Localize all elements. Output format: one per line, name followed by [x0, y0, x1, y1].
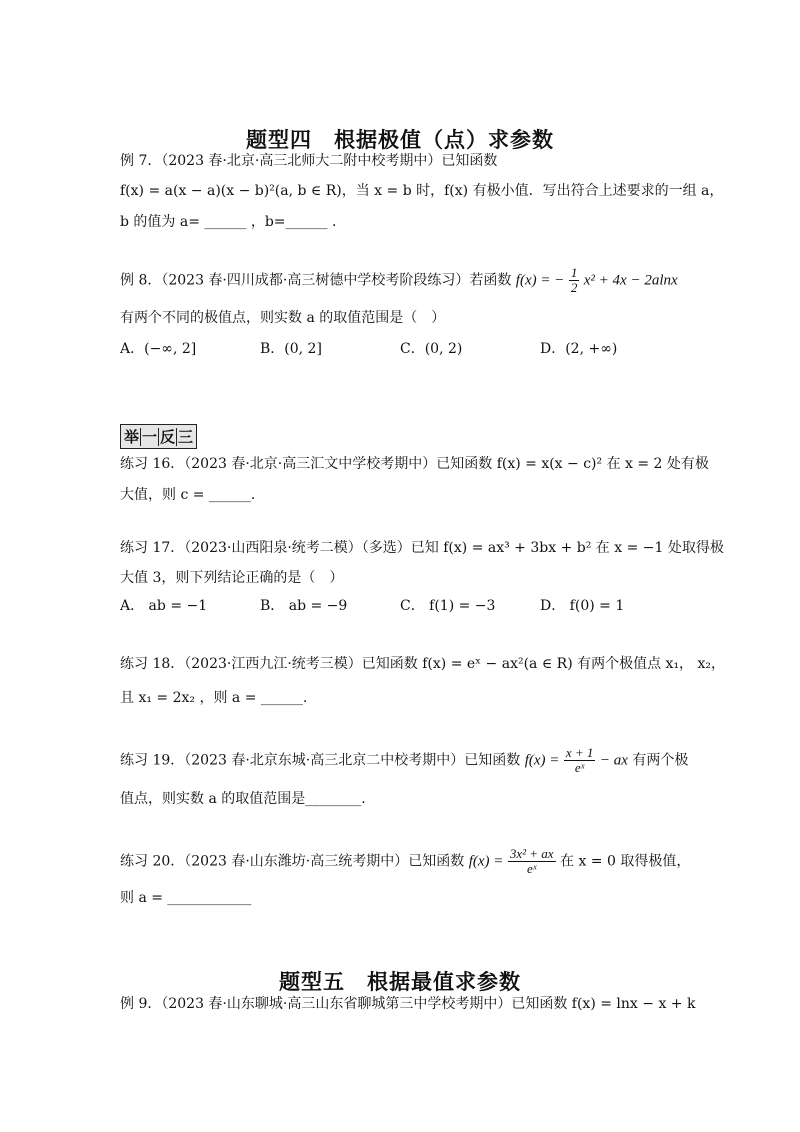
- example-7-line-2: f(x) = a(x − a)(x − b)²(a, b ∈ R)，当 x = b 时，f(x) 有极小值．写出符合上述要求的一组 a，: [120, 183, 724, 199]
- example-8-fraction: [569, 266, 580, 295]
- example-8-option-d: D．(2, +∞): [540, 341, 618, 357]
- example-8-formula-pre: f(x) = −: [515, 272, 565, 289]
- example-9-line-1: 例 9．（2023 春·山东聊城·高三山东省聊城第三中学校考期中）已知函数 f(x) = lnx − x + k: [120, 996, 696, 1012]
- practice-17-option-b: B． ab = −9: [260, 598, 348, 614]
- example-8-intro: 例 8．（2023 春·四川成都·高三树德中学校考阶段练习）若函数: [120, 272, 512, 289]
- example-8-option-c: C．(0, 2): [400, 341, 463, 357]
- example-8-line-1: [120, 266, 678, 295]
- practice-19-formula-pre: f(x) =: [524, 752, 560, 769]
- fraction-numerator: 1: [570, 265, 578, 280]
- example-8-formula-post: x² + 4x − 2alnx: [583, 272, 678, 289]
- practice-17-line-1: 练习 17．（2023·山西阳泉·统考二模）（多选）已知 f(x) = ax³ + 3bx + b² 在 x = −1 处取得极: [120, 540, 724, 556]
- practice-20-intro: 练习 20．（2023 春·山东潍坊·高三统考期中）已知函数: [120, 853, 465, 870]
- example-7-line-1: 例 7．（2023 春·北京·高三北师大二附中校考期中）已知函数: [120, 153, 498, 169]
- practice-19-line-1: [120, 746, 688, 775]
- badge-char-2: 一: [142, 428, 158, 446]
- practice-20-line-2: 则 a = ____________: [120, 890, 252, 906]
- example-8-option-a: A．(−∞, 2]: [120, 341, 197, 357]
- example-8-option-b: B．(0, 2]: [260, 341, 322, 357]
- practice-17-option-a: A． ab = −1: [120, 598, 208, 614]
- section-title-5: 题型五 根据最值求参数: [279, 970, 521, 994]
- practice-20-tail: 在 x = 0 取得极值，: [560, 853, 691, 870]
- practice-20-fraction: [508, 847, 556, 876]
- practice-19-line-2: 值点，则实数 a 的取值范围是________.: [120, 791, 366, 807]
- practice-20-formula-pre: f(x) =: [468, 853, 504, 870]
- badge-char-1: 举: [124, 428, 140, 446]
- example-8-line-2: 有两个不同的极值点，则实数 a 的取值范围是（ ）: [120, 310, 446, 326]
- badge-char-3: 反: [160, 428, 176, 446]
- practice-18-line-2: 且 x₁ = 2x₂ ，则 a = ______.: [120, 690, 308, 706]
- practice-19-intro: 练习 19．（2023 春·北京东城·高三北京二中校考期中）已知函数: [120, 752, 521, 769]
- practice-19-tail: 有两个极: [632, 752, 689, 769]
- practice-18-line-1: 练习 18．（2023·江西九江·统考三模）已知函数 f(x) = eˣ − ax²(a ∈ R) 有两个极值点 x₁， x₂，: [120, 656, 726, 672]
- fraction-denominator: 2: [570, 280, 578, 295]
- fraction-denominator: eˣ: [574, 760, 585, 775]
- practice-20-line-1: [120, 847, 690, 876]
- practice-19-fraction: [564, 746, 596, 775]
- example-7-line-3: b 的值为 a= ______ ，b=______ ．: [120, 214, 346, 230]
- practice-17-line-2: 大值 3，则下列结论正确的是（ ）: [120, 570, 344, 586]
- practice-17-option-d: D． f(0) = 1: [540, 598, 625, 614]
- fraction-numerator: 3x² + ax: [509, 846, 554, 861]
- badge-char-4: 三: [178, 428, 194, 446]
- practice-19-formula-post: − ax: [599, 752, 628, 769]
- practice-badge: [120, 424, 197, 449]
- practice-16-line-1: 练习 16．（2023 春·北京·高三汇文中学校考期中）已知函数 f(x) = x(x − c)² 在 x = 2 处有极: [120, 456, 709, 472]
- section-title-4: 题型四 根据极值（点）求参数: [246, 128, 554, 152]
- practice-17-option-c: C． f(1) = −3: [400, 598, 496, 614]
- fraction-numerator: x + 1: [565, 745, 594, 760]
- practice-16-line-2: 大值，则 c = ______.: [120, 487, 256, 503]
- fraction-denominator: eˣ: [526, 861, 537, 876]
